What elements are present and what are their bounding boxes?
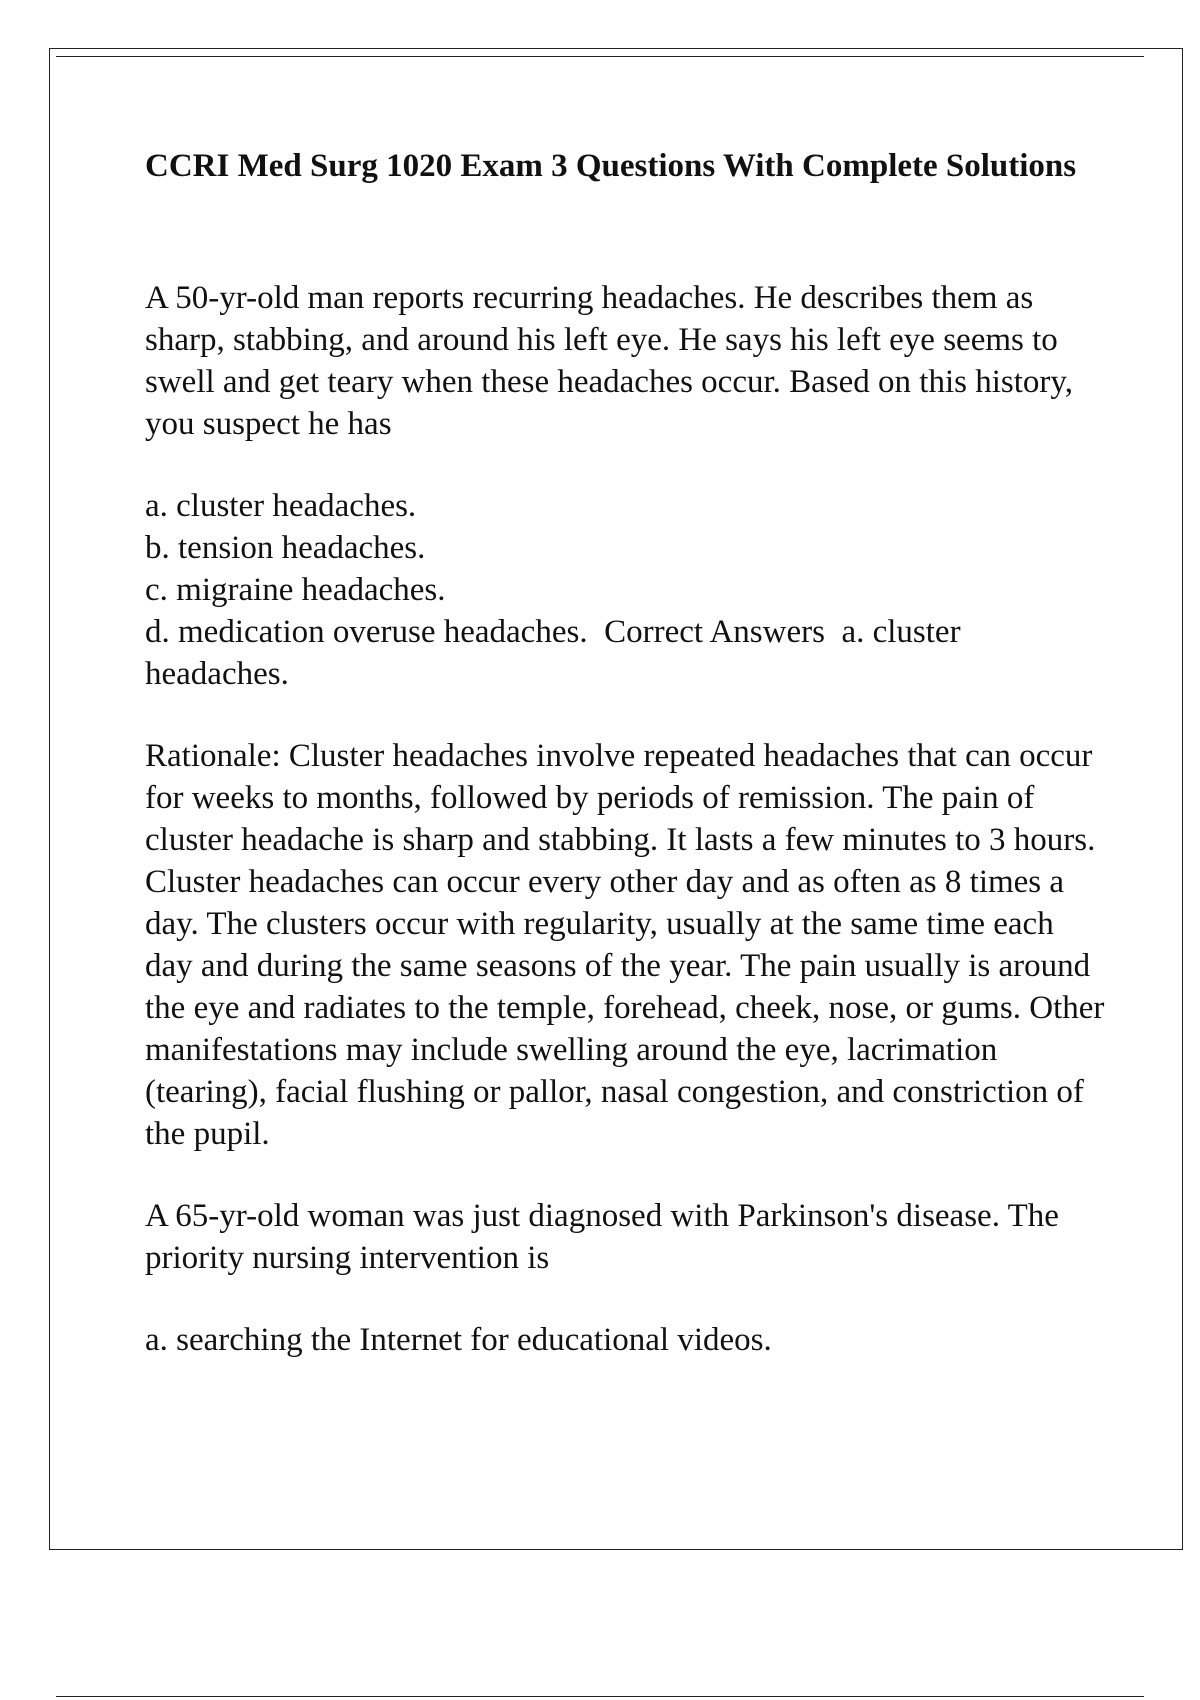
document-body — [145, 146, 1105, 1401]
question-1-option-b: b. tension headaches. — [145, 530, 426, 566]
question-1-option-d-with-answer — [145, 611, 1105, 695]
question-2-option-a: a. searching the Internet for educational videos. — [145, 1322, 772, 1358]
document-title: CCRI Med Surg 1020 Exam 3 Questions With Complete Solutions — [145, 148, 1077, 184]
question-1-rationale: Rationale: Cluster headaches involve repeated headaches that can occur for weeks to months, followed by periods of remission. The pain of cluster headache is sharp and stabbing. It lasts a few minutes to 3 hours. Cluster headaches can occur every other day and as often as 8 times a day. The clusters occur with regularity, usually at the same time each day and during the same seasons of the year. The pain usually is around the eye and radiates to the temple, forehead, cheek, nose, or gums. Other manifestations may include swelling around the eye, lacrimation (tearing), facial flushing or pallor, nasal congestion, and constriction of the pupil. — [145, 738, 1105, 1152]
question-1-answer-label: Correct Answers — [604, 614, 825, 650]
question-1-answer: a. cluster headaches. — [145, 614, 961, 692]
question-1-option-c: c. migraine headaches. — [145, 572, 446, 608]
question-1-option-a: a. cluster headaches. — [145, 488, 417, 524]
question-2-stem: A 65-yr-old woman was just diagnosed with Parkinson's disease. The priority nursing intervention is — [145, 1198, 1059, 1276]
question-1-option-d: d. medication overuse headaches. — [145, 614, 588, 650]
question-1-stem: A 50-yr-old man reports recurring headaches. He describes them as sharp, stabbing, and around his left eye. He says his left eye seems to swell and get teary when these headaches occur. Based on this history, you suspect he has — [145, 280, 1073, 442]
question-1-options — [145, 485, 1105, 695]
bottom-divider — [56, 1696, 1144, 1697]
question-2-options — [145, 1319, 1105, 1361]
